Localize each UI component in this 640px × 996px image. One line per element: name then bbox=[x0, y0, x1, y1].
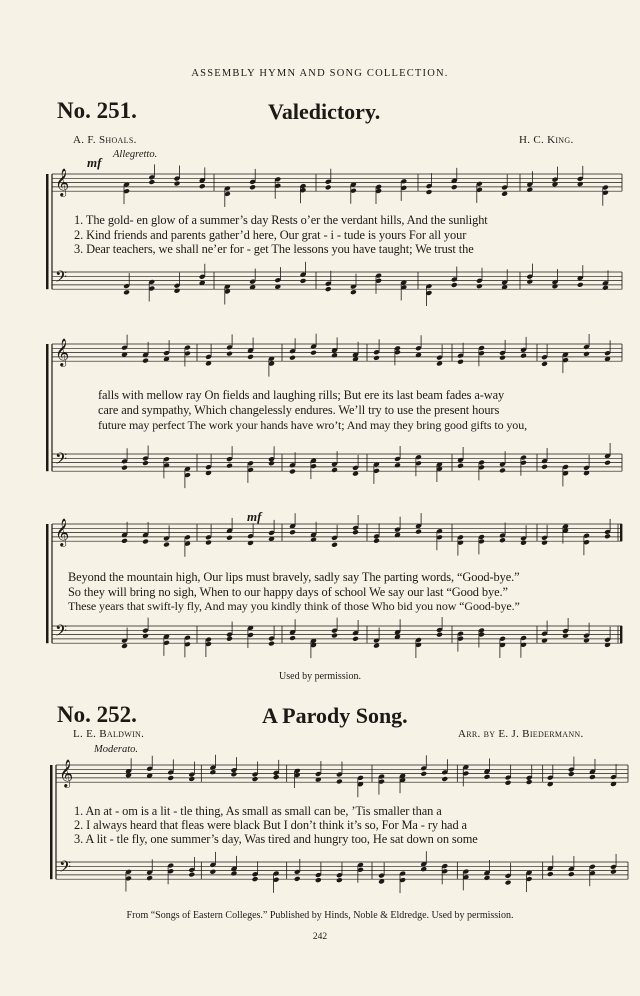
hymn251-system2-treble-note bbox=[541, 361, 548, 367]
hymn251-system1-treble-note bbox=[174, 181, 181, 187]
hymn251-system3-bass-note bbox=[604, 642, 611, 648]
hymn251-system3-bass-note bbox=[352, 636, 359, 642]
hymn251-system1-bass-note bbox=[577, 282, 584, 288]
lyric-252-s1-v2: 2. I always heard that fleas were black But I don’t think it’s so, For Ma - ry had a bbox=[74, 818, 467, 832]
hymn251-system2-treble-note bbox=[520, 353, 527, 359]
hymn251-system2-bass-note bbox=[289, 469, 296, 475]
lyric-251-s3-v2: So they will bring no sigh, When to our happy days of school We say our last “Good bye.” bbox=[68, 585, 508, 599]
hymn251-system3-bass-note bbox=[142, 633, 149, 639]
hymn251-system1-bass-note bbox=[123, 289, 130, 295]
hymn251-system1-treble-note bbox=[526, 187, 533, 193]
hymn251-system1-treble-note bbox=[501, 191, 508, 197]
hymn251-system1-bass-note bbox=[325, 286, 332, 292]
hymn251-system3-treble-note bbox=[520, 540, 527, 546]
hymn251-system1-bracket bbox=[46, 174, 49, 289]
hymn251-system1-bass-note bbox=[476, 283, 483, 289]
lyric-251-s2-v3: future may perfect The work your hands have wro’t; And may they bring good gifts to you, bbox=[98, 418, 527, 432]
lyric-251-s1-v2: 2. Kind friends and parents gather’d here, Our grat - i - tude is yours For all your bbox=[74, 228, 467, 242]
dynamic-mf-mid: mf bbox=[247, 509, 262, 524]
hymn251-system2-treble-note bbox=[499, 355, 506, 361]
hymn252-system1-bass-note bbox=[610, 869, 617, 875]
hymn252-system1-treble-note bbox=[526, 779, 533, 785]
hymn251-system3-treble-note bbox=[499, 537, 506, 543]
hymn251-system2-bracket bbox=[46, 344, 49, 471]
hymn252-system1-bass-clef: 𝄢 bbox=[59, 858, 72, 880]
hymn252-system1-treble-note bbox=[167, 775, 174, 781]
hymn252-system1-bass-note bbox=[146, 875, 153, 881]
hymn251-system2-bass-note bbox=[331, 467, 338, 473]
lyric-251-s2-v1: falls with mellow ray On fields and laughing rills; But ere its last beam fades a-way bbox=[98, 388, 505, 402]
hymn252-system1-treble-note bbox=[589, 774, 596, 780]
hymn252-system1-bass-note bbox=[188, 872, 195, 878]
hymn252-system1-treble-note bbox=[273, 774, 280, 780]
hymn251-system2-treble-note bbox=[142, 358, 149, 364]
hymn251-system3-treble-note bbox=[331, 542, 338, 548]
hymn251-system1-bass-note bbox=[526, 279, 533, 285]
hymn251-system3-treble-note bbox=[373, 538, 380, 544]
hymn252-system1-treble-note bbox=[420, 771, 427, 777]
hymn252-system1-bracket bbox=[50, 765, 53, 879]
hymn251-system2-treble-note bbox=[247, 354, 254, 360]
hymn252-system1-treble-note bbox=[568, 771, 575, 777]
hymn251-system3-treble-note bbox=[226, 535, 233, 541]
hymn251-system1-bass-note bbox=[300, 278, 307, 284]
hymn252-system1-bass-note bbox=[336, 877, 343, 883]
hymn251-system2-bass-note bbox=[457, 463, 464, 469]
hymn251-system3-treble-note bbox=[352, 529, 359, 535]
hymn251-system3-final-bar bbox=[620, 524, 622, 541]
hymn251-system2-treble-note bbox=[331, 352, 338, 358]
hymn251-system3-treble-clef: 𝄞 bbox=[55, 518, 70, 546]
author-252: L. E. Baldwin. bbox=[73, 728, 145, 740]
hymn252-system1-treble-note bbox=[484, 774, 491, 780]
hymn251-system1-bass-note bbox=[174, 288, 181, 294]
hymn251-system2-bass-note bbox=[268, 460, 275, 466]
page-number: 242 bbox=[312, 932, 328, 942]
hymn251-system3-treble-note bbox=[604, 533, 611, 539]
hymn251-system2-treble-note bbox=[310, 350, 317, 356]
hymn251-system1-bass-note bbox=[602, 285, 609, 291]
hymn251-system1-treble-note bbox=[426, 189, 433, 195]
lyric-251-s3-v3: These years that swift-ly fly, And may you kindly think of those Who bid you now “Good-bye.” bbox=[68, 599, 520, 613]
hymn252-system1-bass-note bbox=[484, 875, 491, 881]
hymn251-system3-treble-note bbox=[205, 540, 212, 546]
hymn252-system1-treble-note bbox=[209, 769, 216, 775]
hymn252-system1-bass-note bbox=[315, 877, 322, 883]
hymn252-system1-treble-note bbox=[336, 779, 343, 785]
hymn252-system1-bass-note bbox=[231, 870, 238, 876]
hymn-title-252: A Parody Song. bbox=[262, 703, 408, 728]
dynamic-mf-start: mf bbox=[87, 155, 102, 170]
hymn251-system3-bass-note bbox=[436, 632, 443, 638]
hymn251-system3-bass-note bbox=[541, 638, 548, 644]
hymn-title-251: Valedictory. bbox=[268, 99, 381, 124]
hymn251-system2-treble-clef: 𝄞 bbox=[55, 338, 70, 366]
hymn251-system3-bass-note bbox=[331, 633, 338, 639]
hymn251-system1-bass-note bbox=[350, 289, 357, 295]
hymn252-system1-bass-note bbox=[547, 871, 554, 877]
hymn252-system1-bass-note bbox=[568, 871, 575, 877]
hymn251-system1-treble-note bbox=[577, 181, 584, 187]
hymn252-system1-treble-note bbox=[505, 780, 512, 786]
hymn251-system1-treble-note bbox=[148, 179, 155, 185]
hymn251-system2-treble-note bbox=[373, 355, 380, 361]
hymn252-system1-treble-note bbox=[252, 776, 259, 782]
hymn251-system3-treble-note bbox=[163, 542, 170, 548]
hymn251-system2-bass-clef: 𝄢 bbox=[55, 450, 68, 472]
lyric-252-s1-v1: 1. An at - om is a lit - tle thing, As small as small can be, ’Tis smaller than a bbox=[74, 804, 442, 818]
hymn252-system1-bass-note bbox=[209, 869, 216, 875]
hymn251-system1-bass-clef: 𝄢 bbox=[55, 268, 68, 290]
lyric-251-s1-v1: 1. The gold- en glow of a summer’s day Rests o’er the verdant hills, And the sunlight bbox=[74, 213, 488, 227]
hymn251-system1-bass-note bbox=[451, 282, 458, 288]
hymn251-system1-bass-note bbox=[552, 283, 559, 289]
hymn251-system3-bass-note bbox=[562, 633, 569, 639]
tempo-251: Allegretto. bbox=[113, 149, 158, 160]
hymn251-system3-bass-note bbox=[226, 636, 233, 642]
hymn252-system1-bass-note bbox=[252, 876, 259, 882]
hymn252-system1-bass-note bbox=[294, 876, 301, 882]
tempo-252: Moderato. bbox=[94, 744, 139, 755]
lyric-251-s2-v2: care and sympathy, Which changelessly endures. We’ll try to use the present hours bbox=[98, 403, 500, 417]
hymn251-system2-bass-note bbox=[142, 460, 149, 466]
hymn251-system2-treble-note bbox=[226, 351, 233, 357]
hymn251-system3-bass-clef: 𝄢 bbox=[55, 622, 68, 644]
author-251: A. F. Shoals. bbox=[73, 134, 137, 146]
hymn252-system1-treble-note bbox=[125, 772, 132, 778]
hymn251-system1-treble-note bbox=[552, 181, 559, 187]
hymn251-system3-treble-note bbox=[310, 537, 317, 543]
lyric-252-s1-v3: 3. A lit - tle fly, one summer’s day, Was tired and hungry too, He sat down on some bbox=[74, 832, 478, 846]
hymn251-system3-bass-note bbox=[289, 635, 296, 641]
hymn251-system3-treble-note bbox=[142, 539, 149, 545]
hymn251-system3-bracket bbox=[46, 524, 49, 643]
hymn251-system2-bass-note bbox=[121, 465, 128, 471]
hymn251-system3-final-bar bbox=[620, 626, 622, 643]
hymn251-system2-treble-note bbox=[289, 355, 296, 361]
lyric-251-s3-v1: Beyond the mountain high, Our lips must bravely, sadly say The parting words, “Good-bye.” bbox=[68, 570, 520, 584]
footnote-251: Used by permission. bbox=[279, 671, 361, 682]
lyric-251-s1-v3: 3. Dear teachers, we shall ne’er for - get The lessons you have taught; We trust the bbox=[74, 242, 474, 256]
hymn252-system1-treble-note bbox=[441, 776, 448, 782]
hymn252-system1-bass-note bbox=[505, 880, 512, 886]
hymn251-system3-bass-note bbox=[121, 643, 128, 649]
hymn251-system2-treble-note bbox=[583, 351, 590, 357]
hymn-number-252: No. 252. bbox=[57, 702, 137, 727]
hymn251-system3-bass-note bbox=[583, 637, 590, 643]
composer-251: H. C. King. bbox=[519, 134, 574, 146]
hymn252-system1-treble-note bbox=[188, 776, 195, 782]
hymn251-system1-treble-note bbox=[199, 183, 206, 189]
hymn251-system2-bass-note bbox=[499, 467, 506, 473]
hymn251-system3-treble-note bbox=[289, 529, 296, 535]
hymn252-system1-treble-clef: 𝄞 bbox=[59, 759, 74, 787]
footnote-252: From “Songs of Eastern Colleges.” Published by Hinds, Noble & Eldredge. Used by permission. bbox=[126, 910, 514, 921]
hymn251-system2-bass-note bbox=[226, 463, 233, 469]
hymn251-system2-bass-note bbox=[604, 460, 611, 466]
hymn251-system3-treble-note bbox=[541, 540, 548, 546]
hymn251-system1-treble-note bbox=[249, 184, 256, 190]
hymn251-system3-bass-note bbox=[373, 643, 380, 649]
hymn-number-251: No. 251. bbox=[57, 98, 137, 123]
hymn251-system3-treble-note bbox=[415, 529, 422, 535]
hymn251-system1-treble-clef: 𝄞 bbox=[55, 168, 70, 196]
hymn251-system2-bass-note bbox=[352, 471, 359, 477]
hymn251-system1-treble-note bbox=[325, 184, 332, 190]
hymn251-system3-treble-note bbox=[121, 538, 128, 544]
hymn251-system2-treble-note bbox=[457, 359, 464, 365]
running-head: ASSEMBLY HYMN AND SONG COLLECTION. bbox=[191, 68, 449, 79]
hymn251-system2-bass-note bbox=[541, 464, 548, 470]
hymn251-system3-bass-note bbox=[268, 641, 275, 647]
hymn252-system1-treble-note bbox=[231, 771, 238, 777]
hymn252-system1-bass-note bbox=[420, 866, 427, 872]
hymn251-system1-treble-note bbox=[451, 184, 458, 190]
composer-252: Arr. by E. J. Biedermann. bbox=[458, 728, 584, 740]
